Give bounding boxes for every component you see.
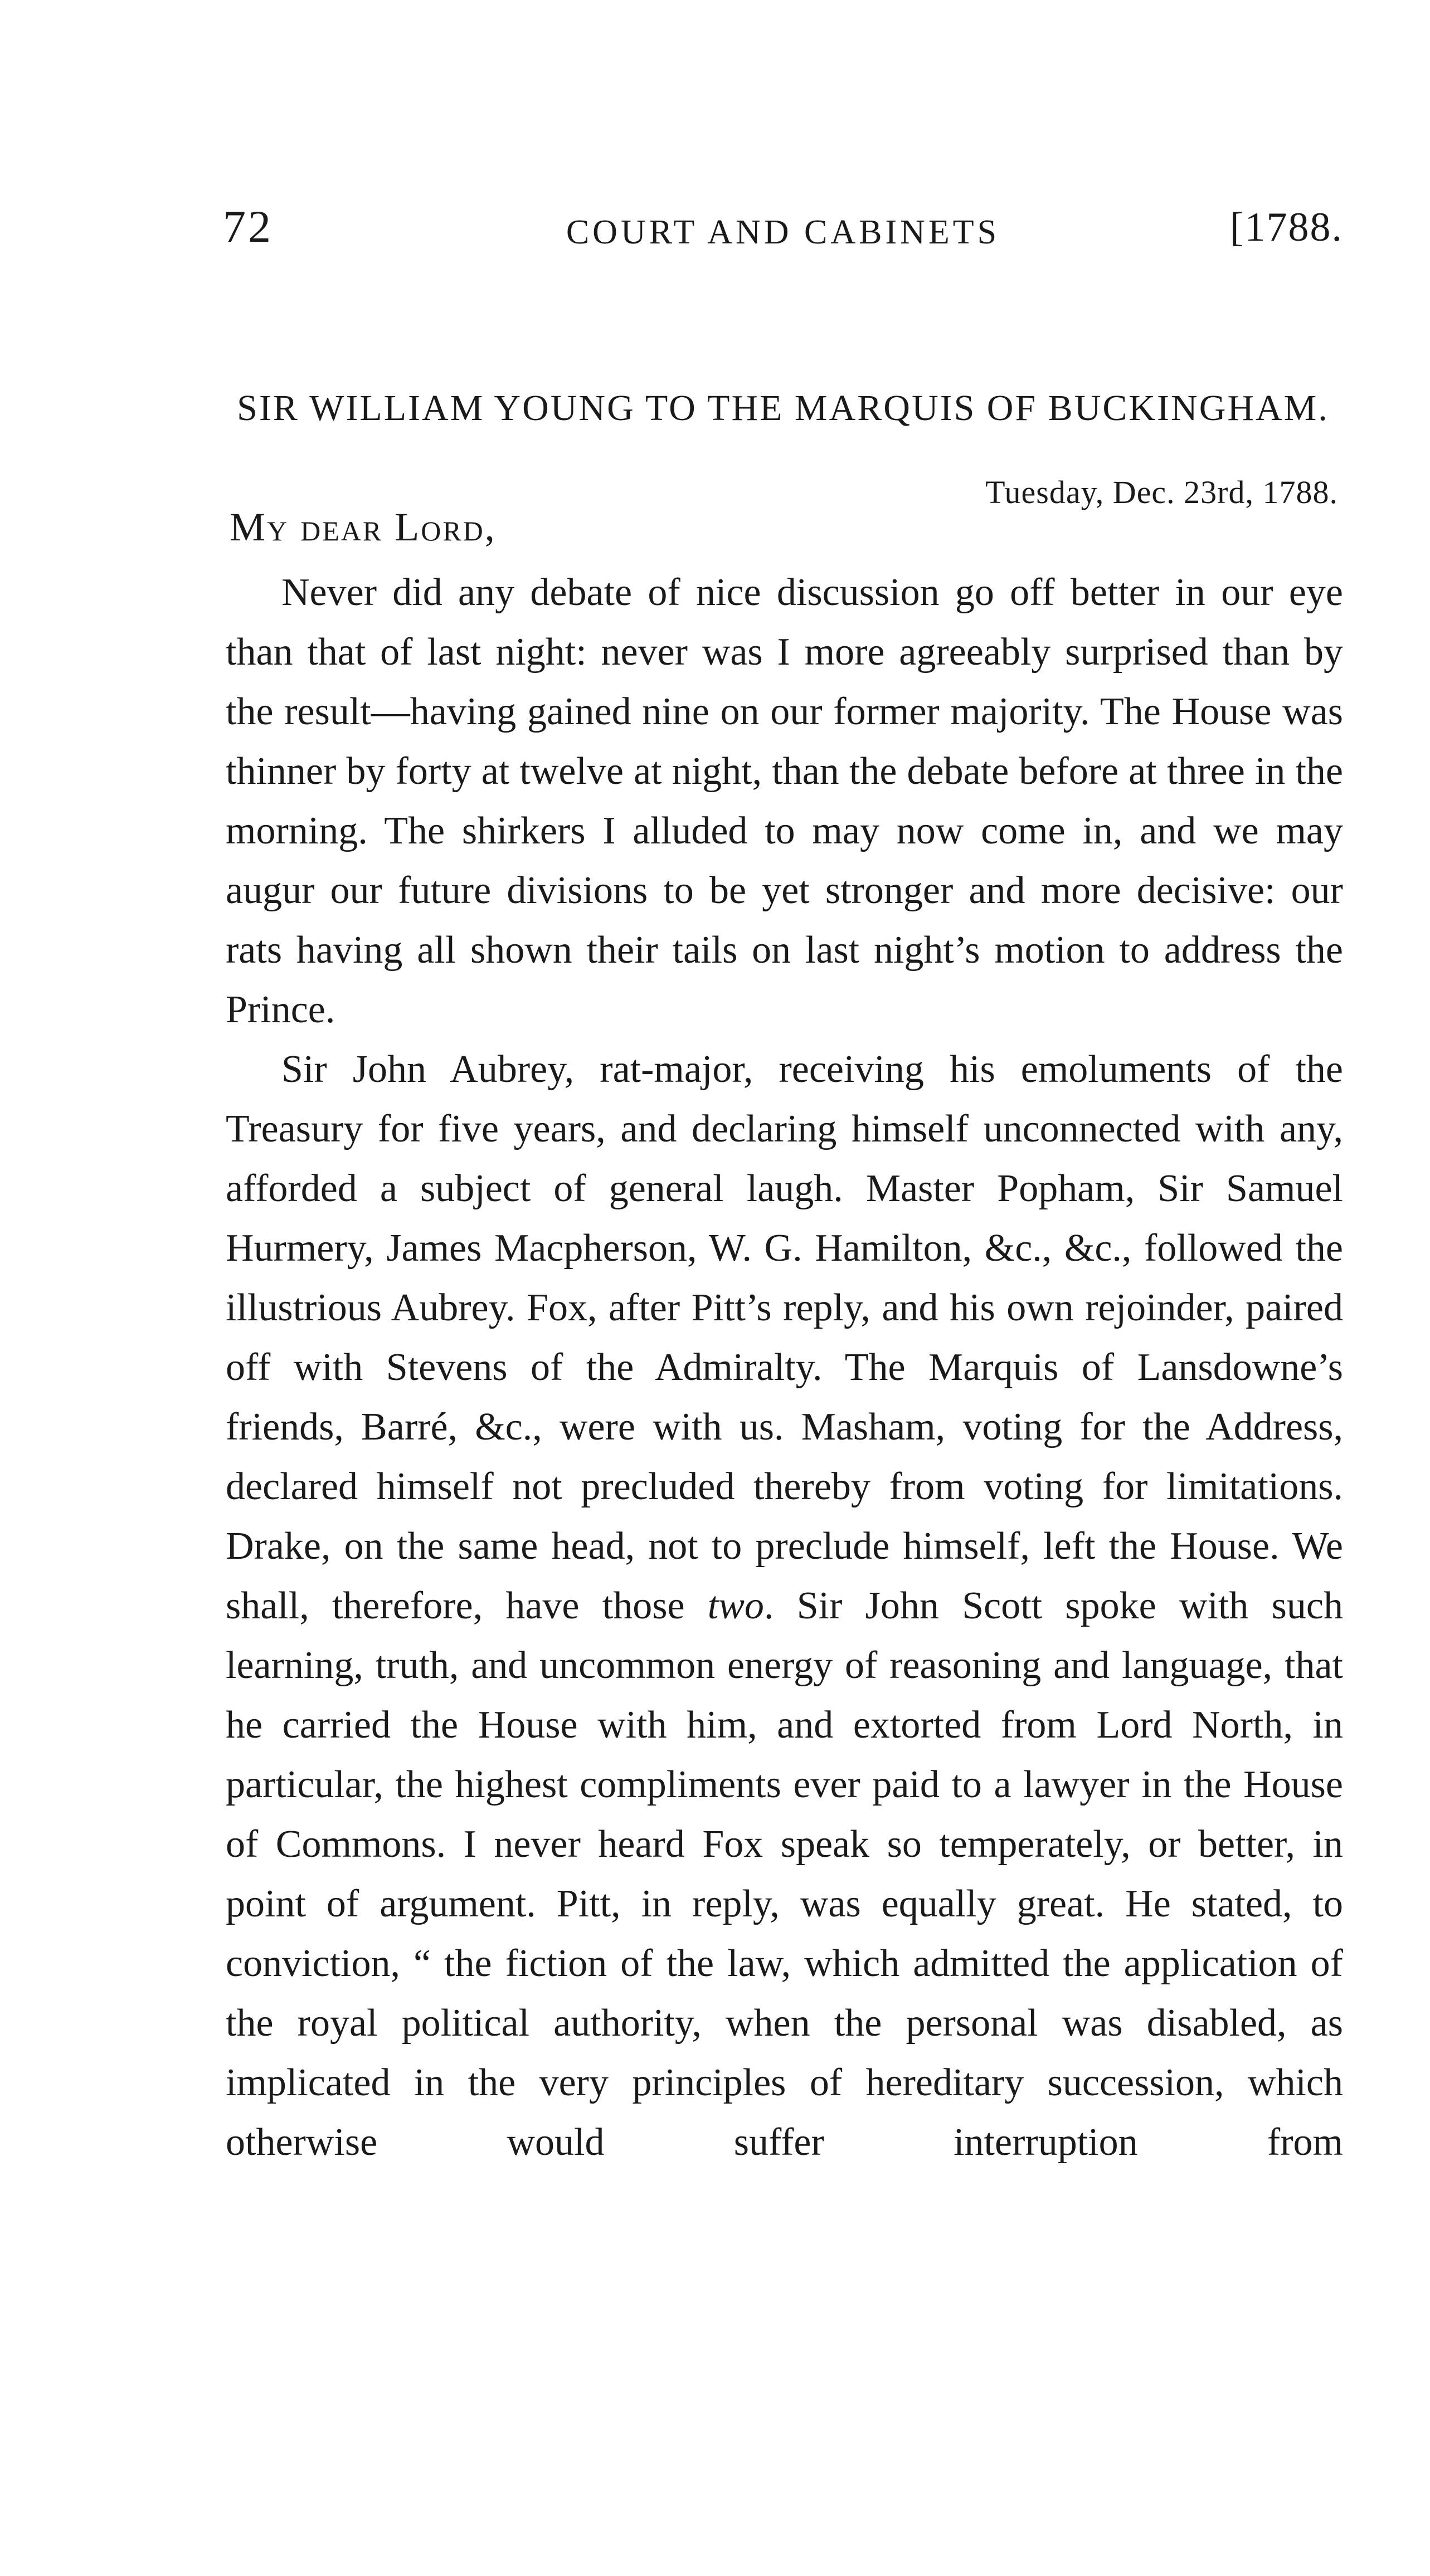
paragraph-2-italic: two: [707, 1584, 764, 1627]
letter-date: Tuesday, Dec. 23rd, 1788.: [985, 474, 1338, 510]
running-year: [1788.: [1229, 204, 1343, 250]
page-number: 72: [223, 201, 273, 252]
letter-salutation: My dear Lord,: [230, 505, 497, 549]
running-head: [223, 201, 1343, 262]
paragraph-2: [226, 1040, 1343, 2172]
paragraph-2-part-2: . Sir John Scott spoke with such learning, truth, and uncommon energy of reasoning and language, that he carried the House with him, and extorted from Lord North, in particular, the highest compliments ever paid to a lawyer in the House of Commons. I never heard Fox speak so temperately, or better, in point of argument. Pitt, in reply, was equally great. He stated, to conviction, “ the fiction of the law, which admitted the application of the royal political authority, when the personal was disabled, as implicated in the very principles of hereditary succession, which otherwise would suffer interruption from: [226, 1584, 1343, 2164]
letter-body: [226, 563, 1343, 2172]
paragraph-2-part-1: Sir John Aubrey, rat-major, receiving his emoluments of the Treasury for five years, and declaring himself unconnected with any, afforded a subject of general laugh. Master Popham, Sir Samuel Hurmery, James Macpherson, W. G. Hamilton, &c., &c., followed the illustrious Aubrey. Fox, after Pitt’s reply, and his own rejoinder, paired off with Stevens of the Admiralty. The Marquis of Lansdowne’s friends, Barré, &c., were with us. Masham, voting for the Address, declared himself not precluded thereby from voting for limitations. Drake, on the same head, not to preclude himself, left the House. We shall, therefore, have those: [226, 1048, 1343, 1627]
paragraph-1: Never did any debate of nice discussion go off better in our eye than that of last night: never was I more agreeably surprised than by the result—having gained nine on our former majority. The House was thinner by forty at twelve at night, than the debate before at three in the morning. The shirkers I alluded to may now come in, and we may augur our future divisions to be yet stronger and more decisive: our rats having all shown their tails on last night’s motion to address the Prince.: [226, 571, 1343, 1031]
running-title: COURT AND CABINETS: [566, 213, 1000, 251]
letter-heading: SIR WILLIAM YOUNG TO THE MARQUIS OF BUCKINGHAM.: [237, 388, 1329, 428]
